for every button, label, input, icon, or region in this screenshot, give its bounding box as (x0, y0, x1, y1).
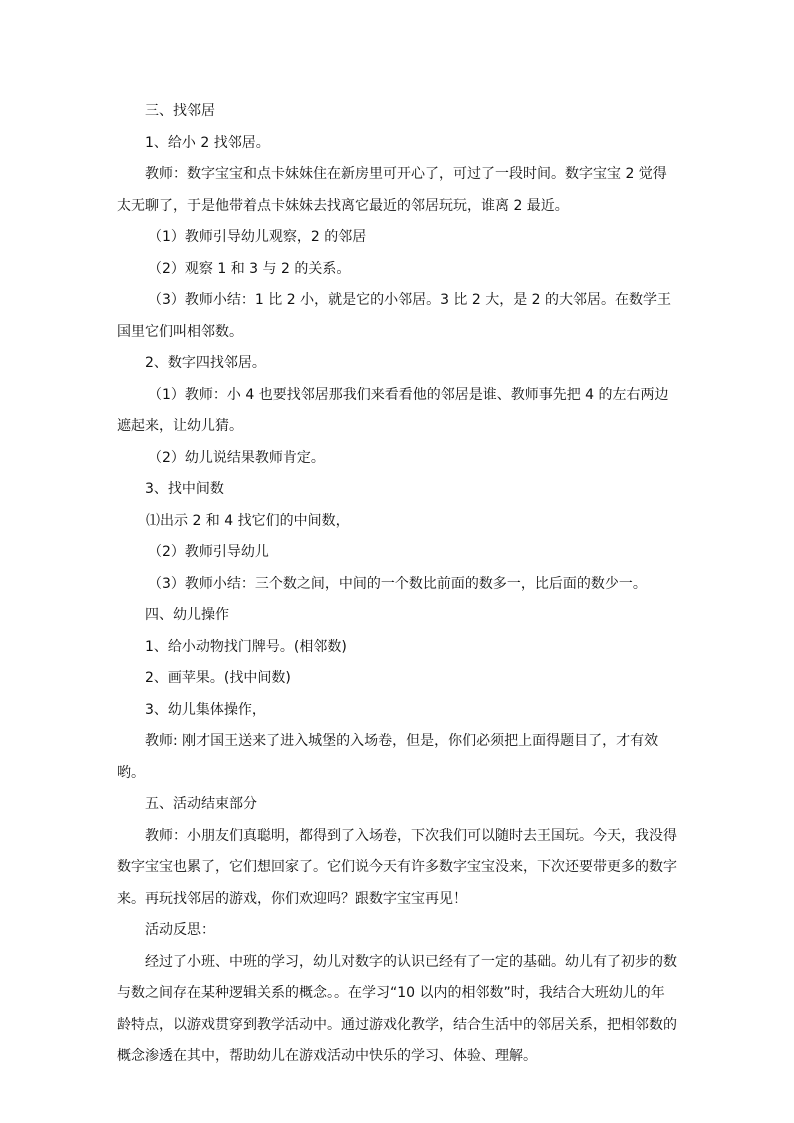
section-heading-child-operation: 四、幼儿操作 (145, 607, 229, 623)
sub-step: （1）教师：小 4 也要找邻居那我们来看看他的邻居是谁、教师事先把 4 的左右两边遮起来，让幼儿猜。 (117, 386, 669, 434)
step-heading: 2、画苹果。(找中间数) (145, 670, 291, 686)
sub-step: （1）教师引导幼儿观察，2 的邻居 (148, 229, 367, 245)
step-heading: 3、找中间数 (145, 481, 224, 497)
sub-step: （3）教师小结：1 比 2 小，就是它的小邻居。3 比 2 大，是 2 的大邻居。在数学王国里它们叫相邻数。 (117, 292, 672, 340)
teacher-dialogue: 教师：数字宝宝和点卡妹妹住在新房里可开心了，可过了一段时间。数字宝宝 2 觉得太无聊了，于是他带着点卡妹妹去找离它最近的邻居玩玩，谁离 2 最近。 (117, 166, 667, 214)
sub-step: （2）观察 1 和 3 与 2 的关系。 (148, 260, 351, 277)
step-heading: 1、给小动物找门牌号。(相邻数) (145, 638, 347, 655)
section-heading-activity-end: 五、活动结束部分 (145, 796, 257, 812)
step-heading: 2、数字四找邻居。 (145, 355, 266, 371)
section-heading-find-neighbors: 三、找邻居 (145, 103, 215, 119)
reflection-heading: 活动反思： (145, 922, 215, 938)
step-heading: 1、给小 2 找邻居。 (145, 134, 270, 151)
step-heading: 3、幼儿集体操作， (145, 701, 266, 718)
document-body (117, 96, 677, 1073)
sub-step: （3）教师小结：三个数之间，中间的一个数比前面的数多一，比后面的数少一。 (148, 575, 647, 592)
teacher-dialogue: 教师：小朋友们真聪明，都得到了入场卷，下次我们可以随时去王国玩。今天，我没得数字宝宝也累了，它们想回家了。它们说今天有许多数字宝宝没来，下次还要带更多的数字来。再玩找邻居的游戏，你们欢迎吗？跟数字宝宝再见！ (117, 827, 677, 907)
sub-step: （2）教师引导幼儿 (148, 544, 269, 560)
reflection-paragraph: 经过了小班、中班的学习，幼儿对数字的认识已经有了一定的基础。幼儿有了初步的数与数之间存在某种逻辑关系的概念。。在学习“10 以内的相邻数”时，我结合大班幼儿的年龄特点，以游戏贯穿到教学活动中。通过游戏化教学，结合生活中的邻居关系，把相邻数的概念渗透在其中，帮助幼儿在游戏活动中快乐的学习、体验、理解。 (117, 953, 677, 1064)
teacher-dialogue: 教师: 刚才国王送来了进入城堡的入场卷，但是，你们必须把上面得题目了，才有效哟。 (117, 733, 659, 781)
sub-step: （2）幼儿说结果教师肯定。 (148, 449, 325, 466)
sub-step: ⑴出示 2 和 4 找它们的中间数， (146, 512, 350, 529)
